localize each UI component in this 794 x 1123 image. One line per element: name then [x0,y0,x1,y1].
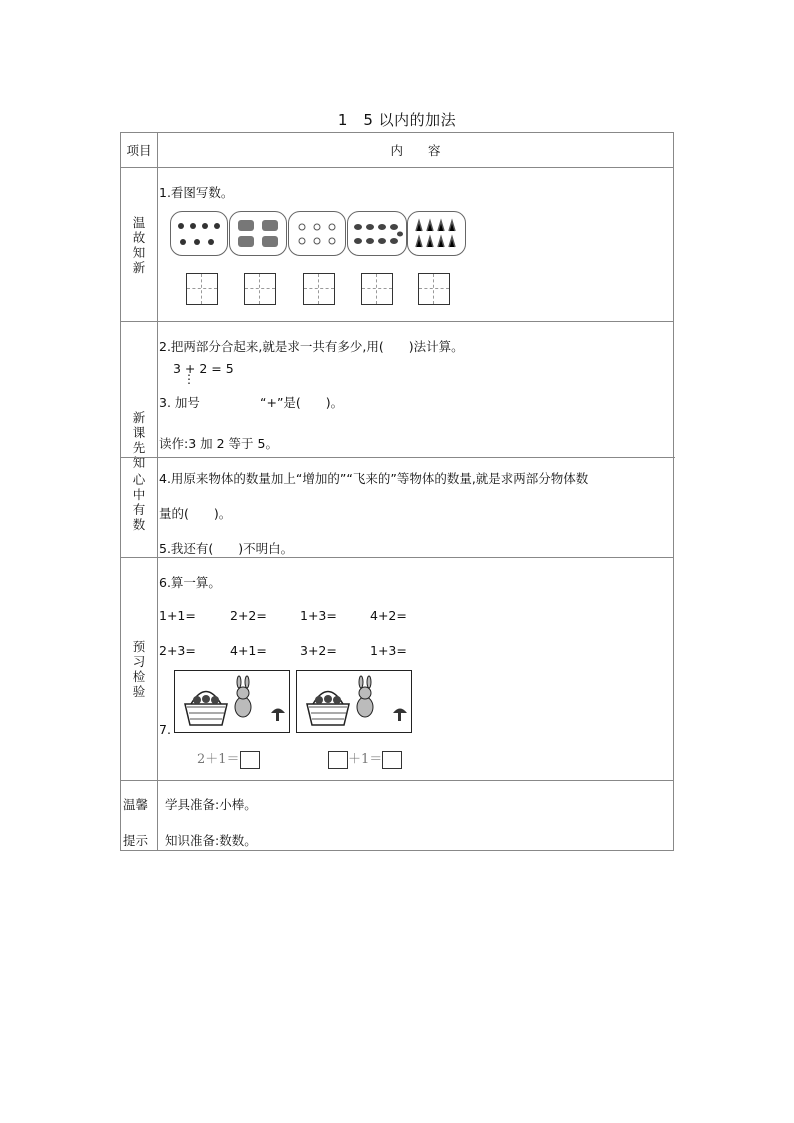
basket-bunny-mushroom-icon [297,671,411,732]
review-label: 温故知新 [132,214,146,275]
equation-1-text: 2＋1＝ [197,752,240,767]
q6-text: 6.算一算。 [159,575,221,590]
calc-1-1: 1+1= [159,608,196,623]
answer-square-1[interactable] [240,751,260,769]
tip-1: 学具准备:小棒。 [165,797,257,812]
calc-1-3: 1+3= [300,608,337,623]
picture-bubble-2 [229,211,287,256]
picture-basket-1 [174,670,290,733]
basket-bunny-mushroom-icon [175,671,289,732]
tips-label-b: 提示 [123,833,149,848]
review-label-cell [121,168,158,322]
header-item-cell [121,133,158,168]
answer-box-2[interactable] [244,273,276,305]
check-label: 预习检验 [132,639,146,699]
q7-text: 7. [159,722,171,737]
answer-square-3[interactable] [382,751,402,769]
calc-2-3: 3+2= [300,643,337,658]
q1-text: 1.看图写数。 [159,185,234,200]
picture-bubble-4 [347,211,407,256]
crab-group-icon [230,212,286,255]
mind-label: 心中有数 [132,472,146,532]
formula-text: 3 + 2 = 5 [173,361,234,376]
answer-box-4[interactable] [361,273,393,305]
calc-1-2: 2+2= [230,608,267,623]
picture-bubble-3 [288,211,346,256]
answer-box-1[interactable] [186,273,218,305]
row-divider [120,457,675,458]
formula-dots: ⋮ [183,372,195,386]
picture-basket-2 [296,670,412,733]
mind-divider [157,457,158,557]
q4-text-b: 量的( )。 [159,506,232,521]
equation-2-text: ＋1＝ [348,752,383,767]
page-title: 1 5 以内的加法 [337,111,457,129]
tips-label-a: 温馨 [123,797,149,812]
equation-1 [197,748,260,769]
answer-box-3[interactable] [303,273,335,305]
tip-2: 知识准备:数数。 [165,833,257,848]
equation-2 [328,748,402,769]
q3-text-b: “+”是( )。 [260,395,344,410]
header-item-label: 项目 [126,143,152,158]
q3-text-a: 3. 加号 [159,395,200,410]
calc-2-4: 1+3= [370,643,407,658]
q2-text: 2.把两部分合起来,就是求一共有多少,用( )法计算。 [159,339,464,354]
picture-bubble-5 [407,211,466,256]
q5-text: 5.我还有( )不明白。 [159,541,294,556]
answer-box-5[interactable] [418,273,450,305]
answer-square-2[interactable] [328,751,348,769]
mind-label-cell [121,472,157,532]
bird-group-icon [289,212,345,255]
picture-bubble-1 [170,211,228,256]
check-label-cell [121,558,158,781]
grass-group-icon [408,212,465,255]
read-as-text: 读作:3 加 2 等于 5。 [159,436,278,451]
q4-text-a: 4.用原来物体的数量加上“增加的”“飞来的”等物体的数量,就是求两部分物体数 [159,471,589,486]
header-content-label: 内 容 [390,143,441,158]
calc-2-2: 4+1= [230,643,267,658]
ladybug-group-icon [348,212,406,255]
header-content-cell [158,133,674,168]
bunny-group-icon [171,212,227,255]
preview-label: 新课先知 [132,409,146,470]
calc-2-1: 2+3= [159,643,196,658]
calc-1-4: 4+2= [370,608,407,623]
